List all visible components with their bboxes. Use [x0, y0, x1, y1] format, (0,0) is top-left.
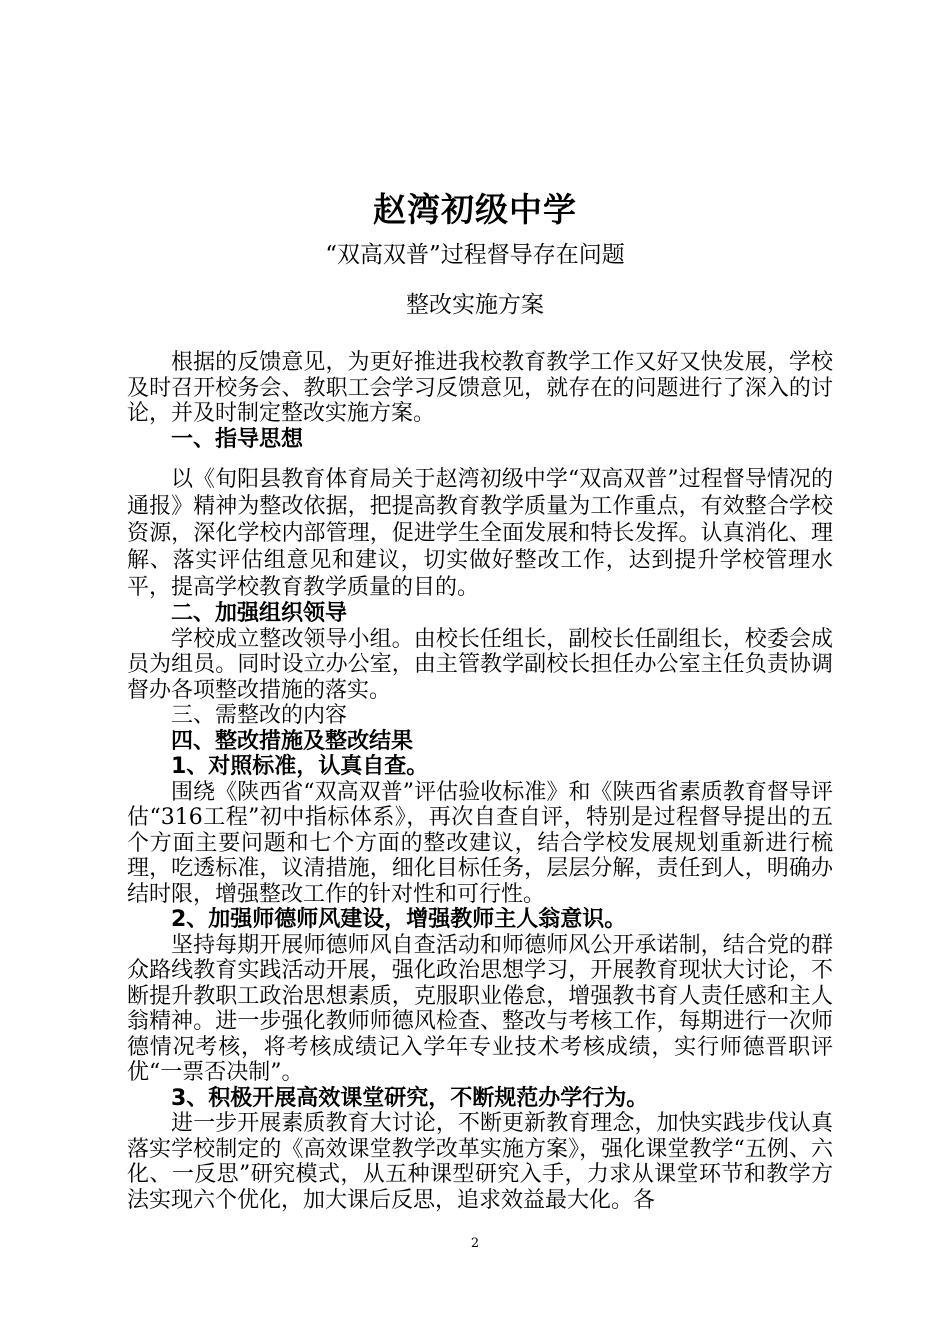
document-subtitle-line2: 整改实施方案 — [406, 292, 544, 318]
item1-heading: 1、对照标准，认真自查。 — [171, 754, 429, 779]
document-title: 赵湾初级中学 — [373, 190, 577, 229]
page-number: 2 — [470, 1236, 480, 1251]
document-body — [127, 350, 833, 1213]
section2-paragraph: 学校成立整改领导小组。由校长任组长，副校长任副组长，校委会成员为组员。同时设立办公室，由主管教学副校长担任办公室主任负责协调督办各项整改措施的落实。 — [127, 626, 833, 703]
item3-heading: 3、积极开展高效课堂研究，不断规范办学行为。 — [171, 1085, 649, 1111]
section3-heading: 三、需整改的内容 — [171, 703, 348, 728]
item3-paragraph: 进一步开展素质教育大讨论，不断更新教育理念，加快实践步伐认真落实学校制定的《高效课堂教学改革实施方案》，强化课堂教学“五例、六化、一反思”研究模式，从五种课型研究入手，力求从课堂环节和教学方法实现六个优化，加大课后反思，追求效益最大化。各 — [127, 1111, 833, 1213]
document-subtitle-line1: “双高双普”过程督导存在问题 — [325, 242, 625, 268]
item2-heading: 2、加强师德师风建设，增强教师主人翁意识。 — [171, 907, 627, 932]
section1-paragraph: 以《旬阳县教育体育局关于赵湾初级中学“双高双普”过程督导情况的通报》精神为整改依据，把提高教育教学质量为工作重点，有效整合学校资源，深化学校内部管理，促进学生全面发展和特长发挥。认真消化、理解、落实评估组意见和建议，切实做好整改工作，达到提升学校管理水平，提高学校教育教学质量的目的。 — [127, 467, 833, 600]
section4-heading: 四、整改措施及整改结果 — [171, 728, 414, 754]
section1-heading: 一、指导思想 — [171, 426, 304, 452]
intro-paragraph: 根据的反馈意见，为更好推进我校教育教学工作又好又快发展，学校及时召开校务会、教职工会学习反馈意见，就存在的问题进行了深入的讨论，并及时制定整改实施方案。 — [127, 350, 833, 426]
item1-paragraph: 围绕《陕西省“双高双普”评估验收标准》和《陕西省素质教育督导评估“316工程”初中指标体系》，再次自查自评，特别是过程督导提出的五个方面主要问题和七个方面的整改建议，结合学校发展规划重新进行梳理，吃透标准，议清措施，细化目标任务，层层分解，责任到人，明确办结时限，增强整改工作的针对性和可行性。 — [127, 779, 833, 907]
item2-paragraph: 坚持每期开展师德师风自查活动和师德师风公开承诺制，结合党的群众路线教育实践活动开展，强化政治思想学习，开展教育现状大讨论，不断提升教职工政治思想素质，克服职业倦怠，增强教书育人责任感和主人翁精神。进一步强化教师师德风检查、整改与考核工作，每期进行一次师德情况考核，将考核成绩记入学年专业技术考核成绩，实行师德晋职评优“一票否决制”。 — [127, 932, 833, 1085]
section2-heading: 二、加强组织领导 — [171, 601, 348, 626]
